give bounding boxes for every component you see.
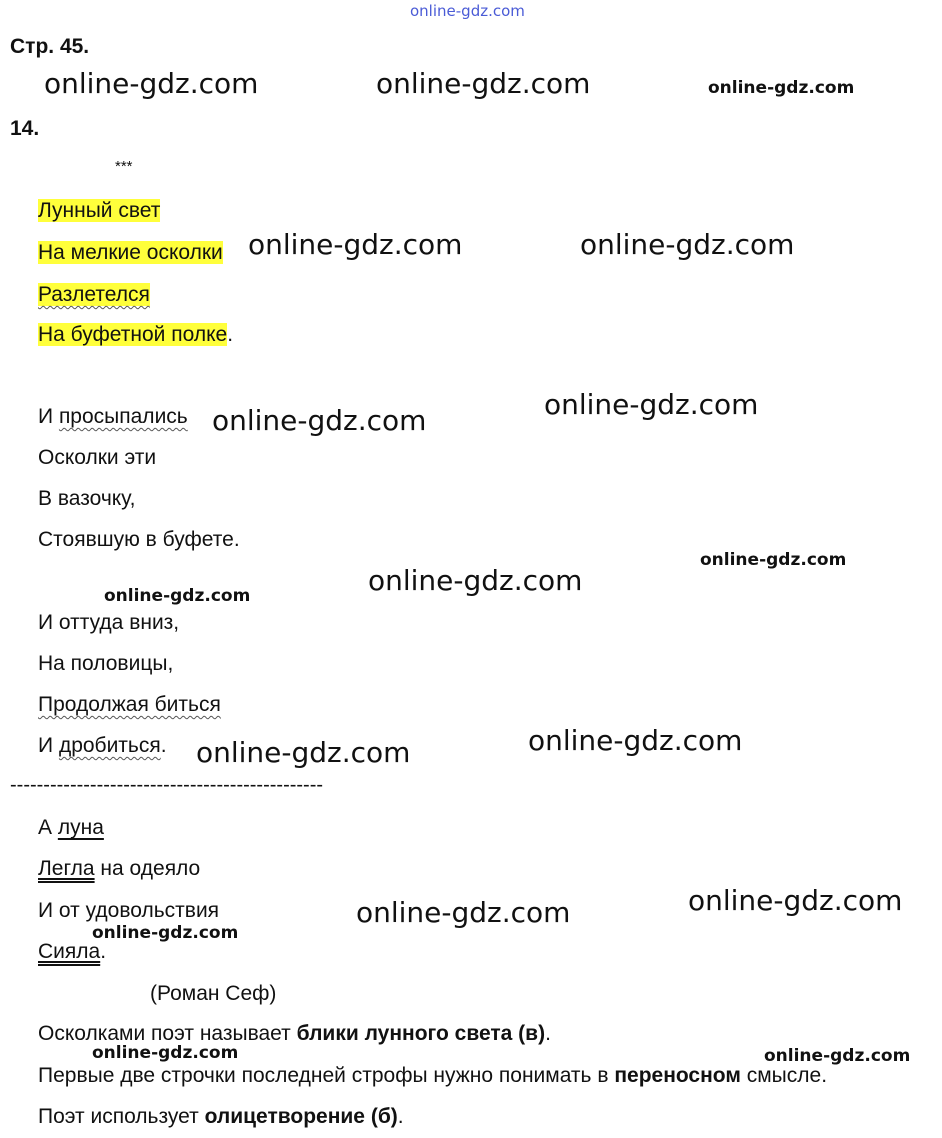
word: А [38, 816, 58, 839]
watermark: online-gdz.com [92, 923, 239, 943]
watermark: online-gdz.com [764, 1046, 911, 1066]
punctuation: . [397, 1105, 404, 1128]
stanza3-line3 [38, 693, 221, 717]
stanza2-line1 [38, 405, 188, 429]
punctuation: . [227, 323, 234, 346]
answer-key: олицетворение (б) [204, 1105, 398, 1128]
highlight: Лунный свет [38, 199, 161, 222]
watermark: online-gdz.com [196, 736, 411, 769]
watermark: online-gdz.com [212, 404, 427, 437]
task-number: 14. [10, 117, 40, 140]
stanza1-line2 [38, 241, 223, 265]
stanza1-line4 [38, 323, 233, 347]
word: И [38, 405, 59, 428]
word: на одеяло [94, 857, 201, 880]
watermark: online-gdz.com [44, 67, 259, 100]
punctuation: . [100, 940, 107, 963]
stanza2-line3: В вазочку, [38, 487, 136, 510]
highlight: На буфетной полке [38, 323, 228, 346]
watermark: online-gdz.com [528, 724, 743, 757]
watermark: online-gdz.com [356, 896, 571, 929]
stanza4-line2 [38, 857, 200, 881]
stanza3-line1: И оттуда вниз, [38, 611, 180, 634]
stanza4-line4 [38, 940, 106, 964]
watermark: online-gdz.com [92, 1043, 239, 1063]
page-reference: Стр. 45. [10, 35, 90, 58]
answer-text: Поэт использует [38, 1105, 205, 1128]
verb-underlined: просыпались [58, 405, 188, 428]
watermark: online-gdz.com [700, 550, 847, 570]
watermark: online-gdz.com [708, 78, 855, 98]
answer-3 [38, 1105, 404, 1129]
stanza1-line1 [38, 199, 160, 223]
predicate-underlined: Легла [38, 857, 95, 880]
stanza4-line3: И от удовольствия [38, 899, 220, 922]
punctuation: . [160, 734, 167, 757]
stanza3-line4 [38, 734, 167, 758]
watermark: online-gdz.com [248, 228, 463, 261]
verb-underlined: дробиться [58, 734, 161, 757]
watermark: online-gdz.com [688, 884, 903, 917]
watermark: online-gdz.com [376, 67, 591, 100]
stanza1-line3 [38, 283, 150, 307]
answer-text: Осколками поэт называет [38, 1022, 297, 1045]
answer-key: блики лунного света (в) [296, 1022, 546, 1045]
subject-underlined: луна [57, 816, 104, 839]
answer-text: Первые две строчки последней строфы нужно понимать в [38, 1064, 615, 1087]
word: И [38, 734, 59, 757]
stanza3-line2: На половицы, [38, 652, 174, 675]
watermark: online-gdz.com [544, 388, 759, 421]
stanza4-line1 [38, 816, 104, 840]
verb-underlined: Продолжая биться [38, 693, 221, 716]
watermark-top: online-gdz.com [410, 2, 525, 20]
stanza2-line4: Стоявшую в буфете. [38, 528, 240, 551]
highlight: На мелкие осколки [38, 241, 223, 264]
watermark: online-gdz.com [104, 586, 251, 606]
punctuation: . [545, 1022, 551, 1045]
answer-2 [38, 1064, 827, 1088]
predicate-underlined: Сияла [38, 940, 101, 963]
answer-key: переносном [614, 1064, 741, 1087]
answer-text: смысле. [740, 1064, 828, 1087]
watermark: online-gdz.com [368, 564, 583, 597]
divider: ----------------------------------------------- [10, 774, 324, 796]
watermark: online-gdz.com [580, 228, 795, 261]
poem-author: (Роман Сеф) [150, 982, 277, 1005]
poem-stars: *** [115, 158, 133, 175]
highlight-verb: Разлетелся [38, 283, 150, 306]
stanza2-line2: Осколки эти [38, 446, 157, 469]
